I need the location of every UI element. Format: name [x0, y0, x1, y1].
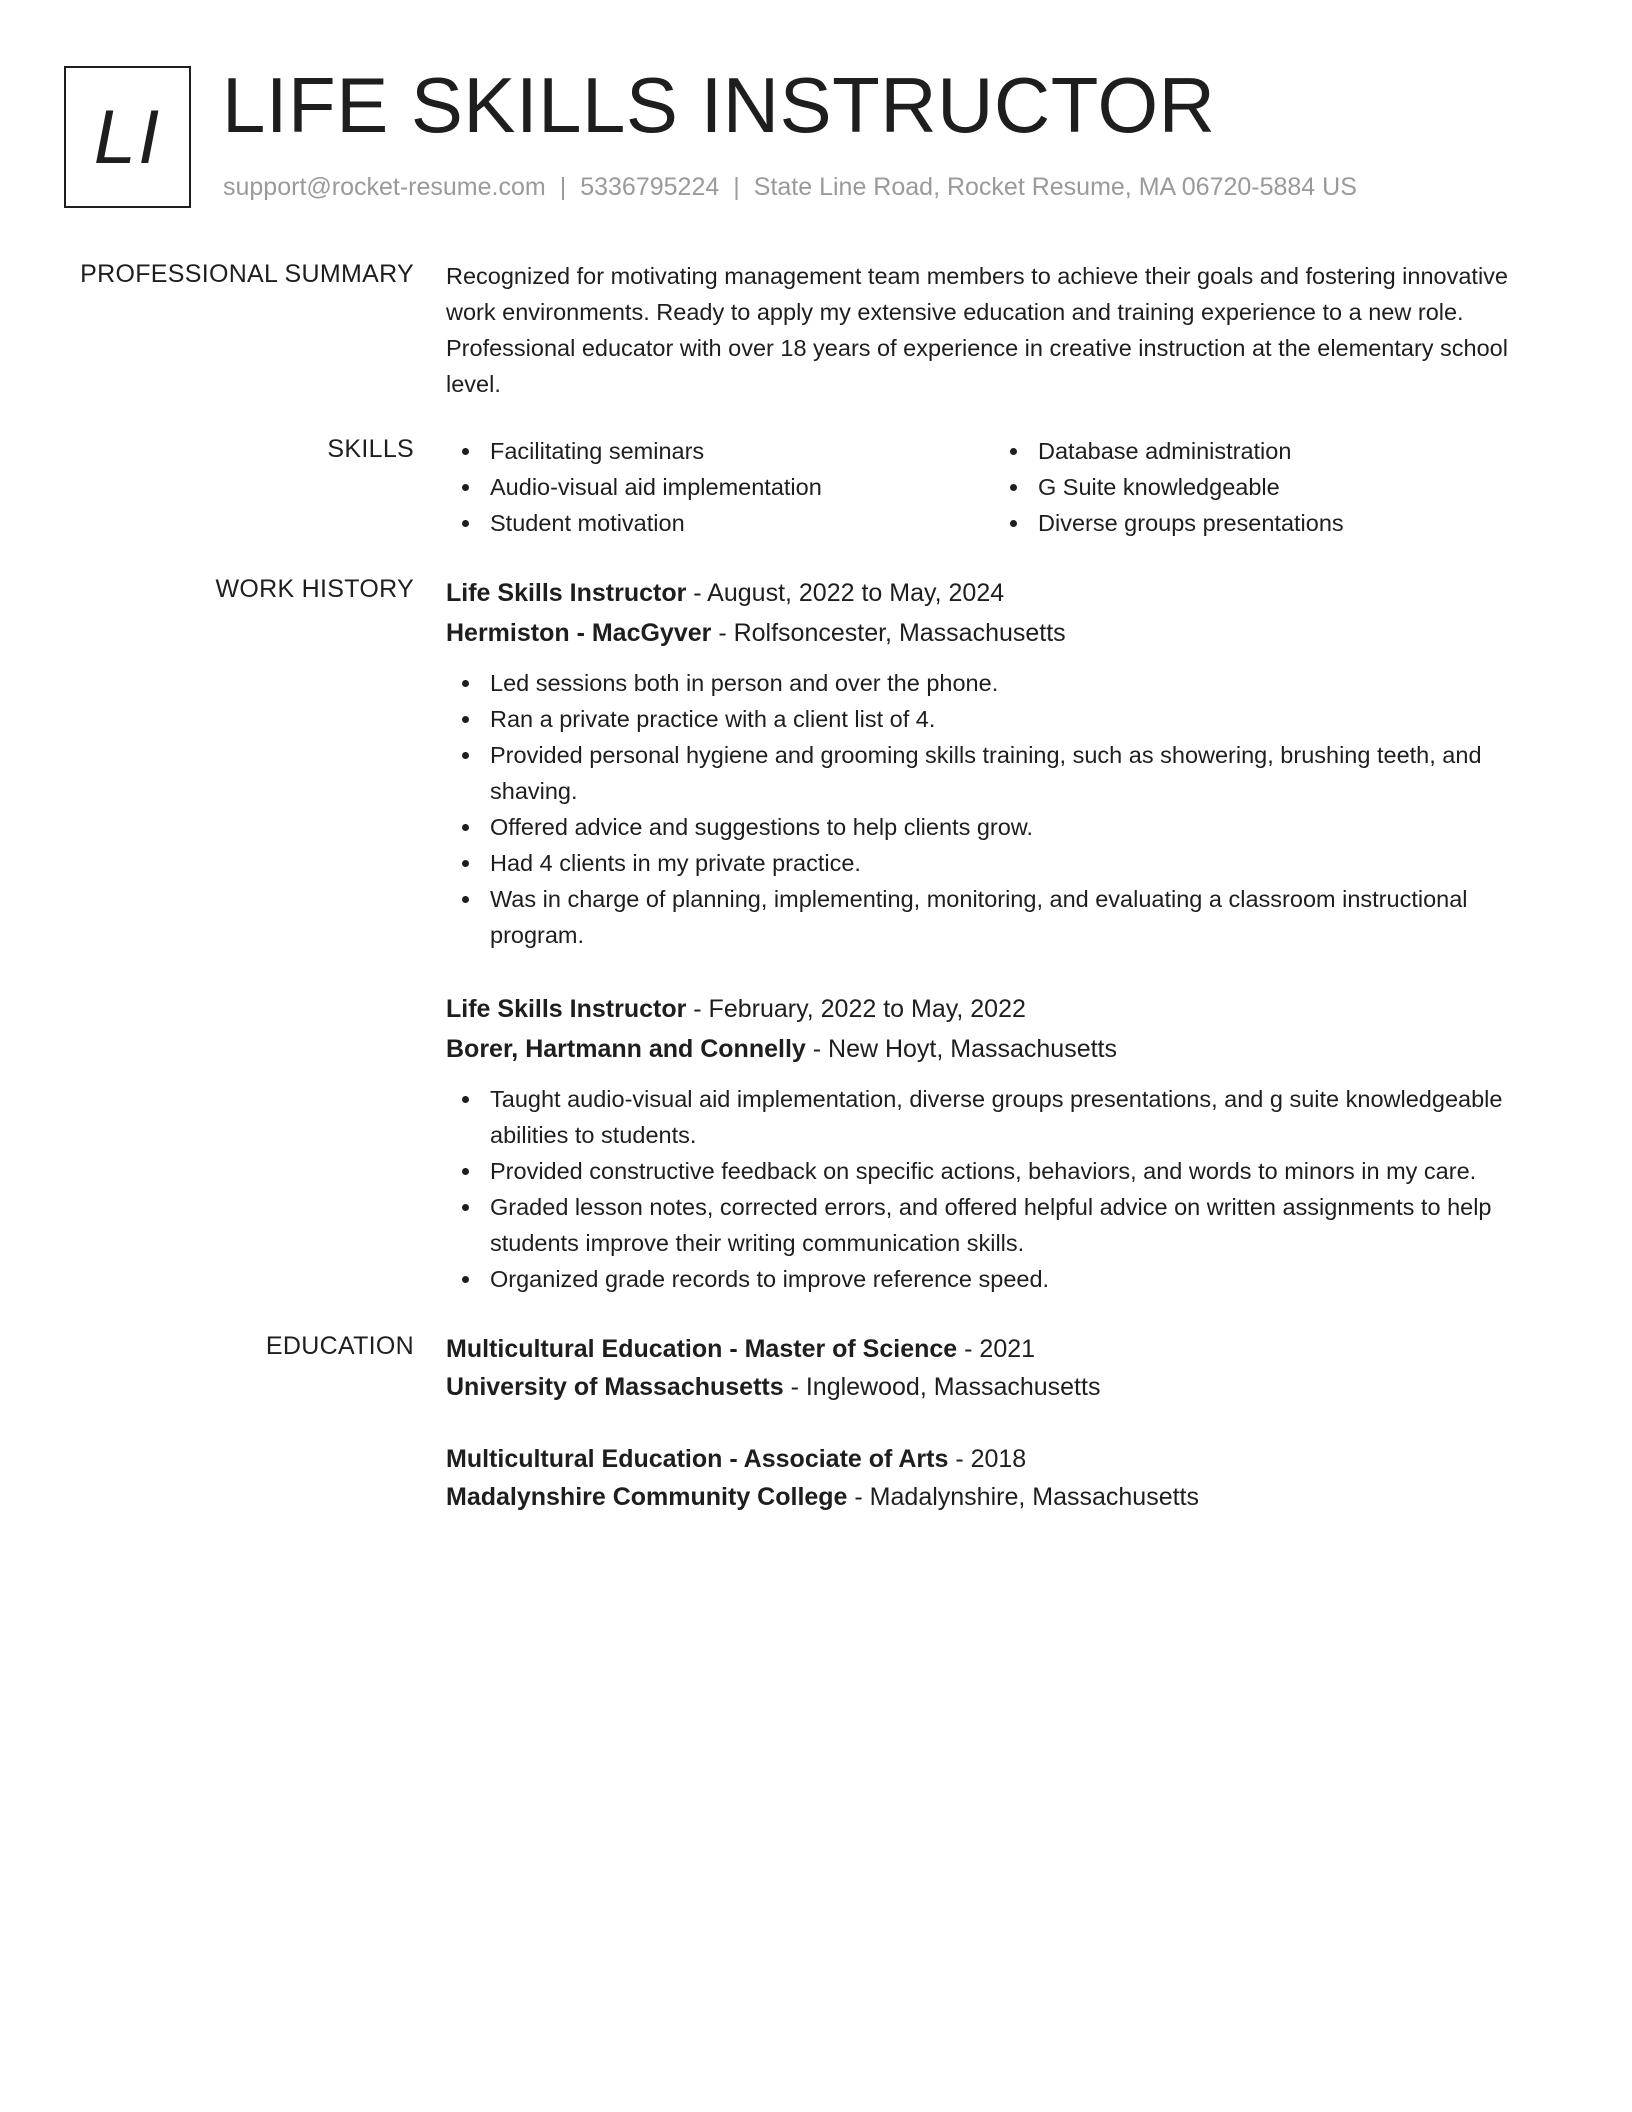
education-year: - 2021 — [957, 1335, 1036, 1363]
job-company-line — [446, 613, 1562, 653]
contact-separator: | — [733, 173, 740, 201]
skills-column-right — [994, 433, 1542, 541]
job-entry — [446, 989, 1562, 1297]
section-title-work-history: WORK HISTORY — [215, 575, 414, 603]
skill-item: Diverse groups presentations — [994, 505, 1542, 541]
job-duty: Taught audio-visual aid implementation, diverse groups presentations, and g suite knowledgeable abilities to students. — [446, 1081, 1562, 1153]
contact-address: State Line Road, Rocket Resume, MA 06720-5884 US — [753, 173, 1357, 201]
job-company: Hermiston - MacGyver — [446, 619, 712, 647]
job-title-line — [446, 573, 1562, 613]
education-list — [446, 1330, 1562, 1516]
job-duty: Offered advice and suggestions to help clients grow. — [446, 809, 1562, 845]
section-title-education: EDUCATION — [265, 1332, 414, 1360]
job-duties — [446, 1081, 1562, 1297]
education-year: - 2018 — [948, 1445, 1027, 1473]
education-degree-line — [446, 1330, 1562, 1368]
job-duty: Had 4 clients in my private practice. — [446, 845, 1562, 881]
job-duty: Provided personal hygiene and grooming skills training, such as showering, brushing teeth, and shaving. — [446, 737, 1562, 809]
job-company-line — [446, 1029, 1562, 1069]
education-location: - Inglewood, Massachusetts — [783, 1373, 1101, 1401]
job-dates: - February, 2022 to May, 2022 — [686, 995, 1026, 1023]
contact-line — [223, 173, 1357, 202]
skill-item: Database administration — [994, 433, 1542, 469]
job-dates: - August, 2022 to May, 2024 — [686, 579, 1005, 607]
skill-item: Facilitating seminars — [446, 433, 994, 469]
job-location: - New Hoyt, Massachusetts — [805, 1035, 1118, 1063]
job-role: Life Skills Instructor — [446, 579, 687, 607]
job-duty: Organized grade records to improve reference speed. — [446, 1261, 1562, 1297]
education-school: University of Massachusetts — [446, 1373, 784, 1401]
job-role: Life Skills Instructor — [446, 995, 687, 1023]
contact-separator: | — [559, 173, 567, 201]
contact-email: support@rocket-resume.com — [223, 173, 546, 201]
page-title: LIFE SKILLS INSTRUCTOR — [222, 61, 1216, 149]
education-location: - Madalynshire, Massachusetts — [847, 1483, 1199, 1511]
skill-item: G Suite knowledgeable — [994, 469, 1542, 505]
work-history-list — [446, 573, 1562, 1297]
job-location: - Rolfsoncester, Massachusetts — [711, 619, 1066, 647]
summary-text: Recognized for motivating management team members to achieve their goals and fostering innovative work environments. Ready to apply my extensive education and training experience to a new role. Professional educator with over 18 years of experience in creative instruction at the elementary school level. — [446, 263, 1508, 397]
job-duties — [446, 665, 1562, 953]
education-degree: Multicultural Education - Master of Science — [446, 1335, 958, 1363]
monogram-badge: LI — [64, 66, 191, 208]
job-duty: Was in charge of planning, implementing, monitoring, and evaluating a classroom instructional program. — [446, 881, 1562, 953]
job-duty: Graded lesson notes, corrected errors, and offered helpful advice on written assignments to help students improve their writing communication skills. — [446, 1189, 1562, 1261]
skills-list — [446, 433, 1562, 541]
contact-phone: 5336795224 — [580, 173, 720, 201]
section-title-summary: PROFESSIONAL SUMMARY — [80, 260, 414, 288]
skill-item: Student motivation — [446, 505, 994, 541]
skills-column-left — [446, 433, 994, 541]
education-school-line — [446, 1478, 1562, 1516]
education-degree-line — [446, 1440, 1562, 1478]
job-title-line — [446, 989, 1562, 1029]
education-degree: Multicultural Education - Associate of Arts — [446, 1445, 949, 1473]
section-title-skills: SKILLS — [327, 435, 414, 463]
job-duty: Led sessions both in person and over the phone. — [446, 665, 1562, 701]
education-entry — [446, 1440, 1562, 1516]
job-entry — [446, 573, 1562, 953]
job-duty: Provided constructive feedback on specific actions, behaviors, and words to minors in my care. — [446, 1153, 1562, 1189]
education-school-line — [446, 1368, 1562, 1406]
skill-item: Audio-visual aid implementation — [446, 469, 994, 505]
resume-header — [64, 61, 1564, 216]
job-company: Borer, Hartmann and Connelly — [446, 1035, 806, 1063]
education-entry — [446, 1330, 1562, 1406]
job-duty: Ran a private practice with a client list of 4. — [446, 701, 1562, 737]
education-school: Madalynshire Community College — [446, 1483, 848, 1511]
